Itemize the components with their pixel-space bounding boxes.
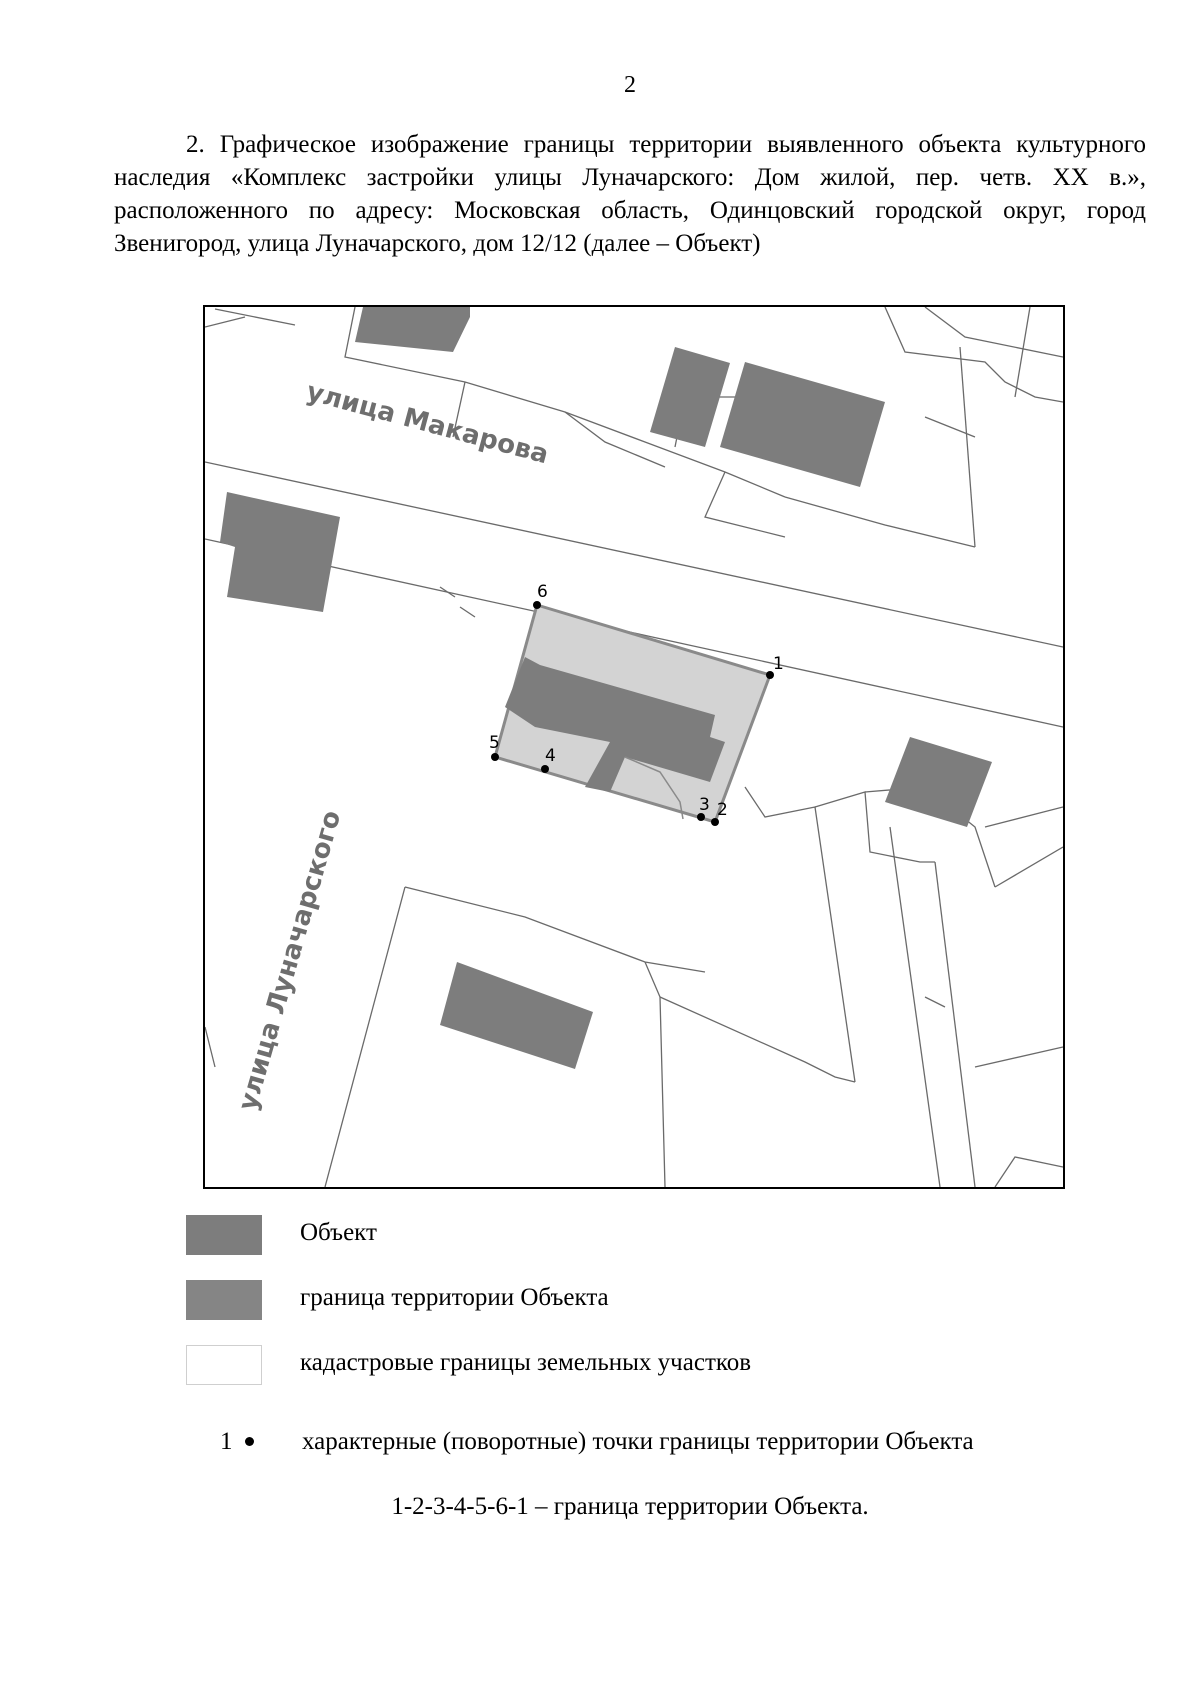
legend-label-boundary: граница территории Объекта [300, 1284, 609, 1311]
legend-row-points [220, 1428, 974, 1456]
street-label-lunacharskogo: улица Луначарского [232, 807, 348, 1114]
boundary-map [203, 305, 1065, 1189]
point-4-label: 4 [545, 746, 556, 766]
legend-swatch-object [186, 1215, 262, 1255]
point-3-label: 3 [699, 795, 710, 815]
point-6-label: 6 [537, 582, 548, 602]
point-dot-icon [245, 1437, 254, 1446]
legend-label-object: Объект [300, 1219, 377, 1246]
point-6-dot [533, 601, 541, 609]
point-2-label: 2 [717, 800, 728, 820]
legend-label-cadastral: кадастровые границы земельных участков [300, 1349, 752, 1376]
legend-row-object [186, 1215, 1086, 1255]
legend-swatch-cadastral [186, 1345, 262, 1385]
point-5-dot [491, 753, 499, 761]
point-4-dot [541, 765, 549, 773]
legend-point-sample: 1 [220, 1428, 233, 1455]
legend-label-points: характерные (поворотные) точки границы территории Объекта [302, 1428, 974, 1455]
legend-swatch-boundary [186, 1280, 262, 1320]
heading-text: Графическое изображение границы территории выявленного объекта культурного наследия «Комплекс застройки улицы Луначарского: Дом жилой, пер. четв. XX в.», расположенного по адресу: Московская область, Одинцовский городской округ, город Звенигород, улица Луначарского, дом 12/12 (далее – Объект) [114, 131, 1146, 257]
heading-number: 2. [186, 131, 205, 158]
legend-row-cadastral [186, 1345, 1086, 1385]
page-number: 2 [624, 72, 636, 98]
point-5-label: 5 [489, 733, 500, 753]
point-1-label: 1 [773, 654, 784, 674]
heading-paragraph [114, 128, 1146, 260]
street-label-makarova: улица Макарова [303, 376, 552, 471]
boundary-sequence: 1-2-3-4-5-6-1 – граница территории Объекта. [391, 1493, 869, 1520]
legend-row-boundary [186, 1280, 1086, 1320]
